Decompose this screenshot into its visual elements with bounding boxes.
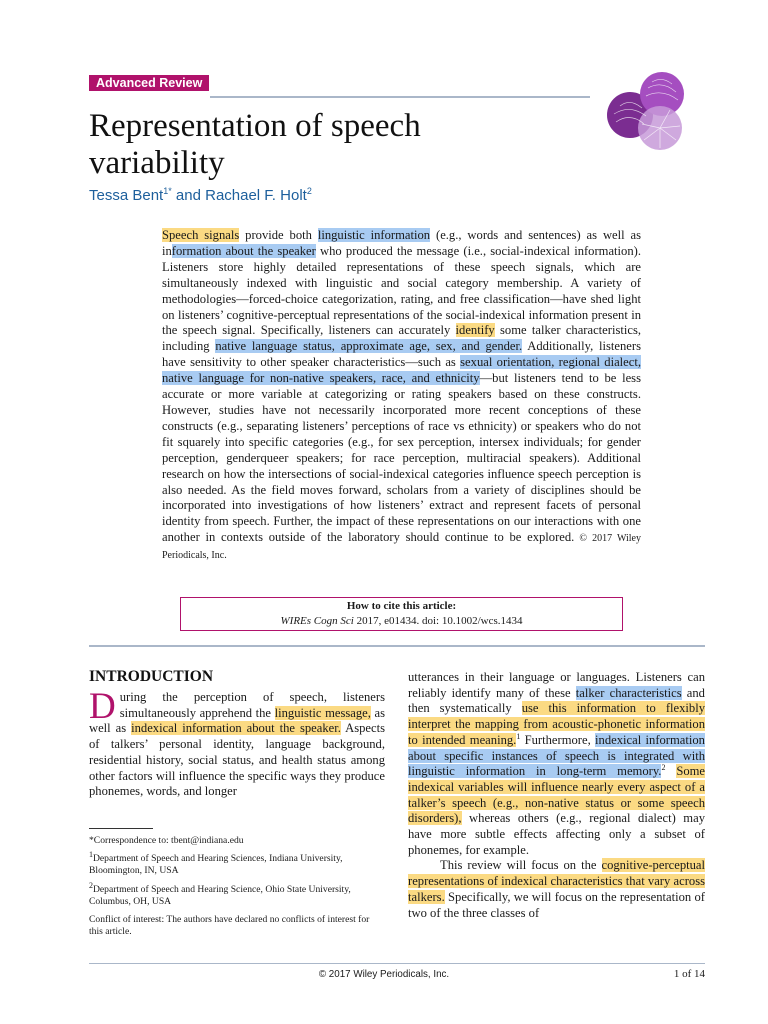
body-text: This review will focus on the (440, 858, 602, 873)
highlight-blue: formation about the speaker (171, 243, 316, 258)
affiliation-2 (89, 880, 385, 908)
highlight-yellow: Some indexical variables will influence nearly every aspect of a talker’s speech (e.g., non-native status or some speech disorders), (408, 764, 705, 826)
highlight-blue: linguistic information (317, 228, 431, 242)
footer-copyright: © 2017 Wiley Periodicals, Inc. (318, 969, 450, 980)
abstract-text: who produced the message (i.e., social-indexical information). Listeners store highly detailed representations of these speech signals, which are simultaneously indexed with linguistic and social category membership. A variety of methodologies—forced-choice categorization, rating, and free classification—have shed light on listeners’ cognitive-perceptual representations of the social-indexical information present in the speech signal. Specifically, listeners can accurately (162, 243, 641, 338)
abstract-text: provide both (239, 228, 318, 242)
intro-paragraph-left (89, 686, 386, 800)
section-rule (89, 645, 705, 647)
body-text: Furthermore, (520, 732, 596, 747)
wires-logo-icon (604, 66, 694, 156)
highlight-yellow: Speech signals (162, 228, 240, 242)
page-number: 1 of 14 (673, 968, 705, 980)
author-name[interactable]: Tessa Bent (89, 187, 164, 204)
footnote-rule (89, 828, 153, 829)
intro-paragraph (408, 670, 705, 858)
highlight-yellow: indexical information about the speaker. (131, 721, 341, 736)
body-text: Specifically, we will focus on the representation of two of the three classes of (408, 889, 705, 920)
footer-rule (89, 963, 705, 964)
author-line (89, 187, 312, 204)
section-heading-introduction: INTRODUCTION (89, 668, 214, 685)
article-type-tag: Advanced Review (89, 75, 209, 91)
author-conjunction: and (171, 187, 206, 204)
highlight-blue: talker characteristics (575, 685, 682, 700)
intro-paragraph (408, 858, 705, 921)
highlight-yellow: cognitive-perceptual representations of indexical characteristics that vary across talkers. (408, 858, 705, 904)
affiliation-1 (89, 850, 385, 877)
body-text: whereas others (e.g., regional dialect) may have more subtle effects affecting only a subset of phonemes, for example. (408, 811, 705, 857)
correspondence-note[interactable]: *Correspondence to: tbent@indiana.edu (89, 835, 244, 846)
abstract-text: Additionally, listeners have sensitivity to other speaker characteristics—such as (162, 339, 641, 370)
highlight-blue: native language status, approximate age, sex, and gender. (215, 339, 523, 354)
citation-box (180, 597, 623, 631)
abstract-text: —but listeners tend to be less accurate or more variable at categorizing or rating speakers based on these constructs. However, studies have not necessarily incorporated more recent conceptions of these constructs (e.g., separating listeners’ perceptions of race vs ethnicity) or speakers who do not fit squarely into specific categories (e.g., for sex perception, intersex individuals; for gender perception, genderqueer speakers; for race perception, multiracial speakers). Additional research on how the intersections of social-indexical categories influence speech perception is also needed. As the field moves forward, scholars from a variety of disciplines should be incorporated into investigations of how listeners’ extract and represent facets of personal identity from speech. Further, the impact of these representations on our interactions with one another in contexts outside of the laboratory should continue to be explored. (162, 371, 641, 545)
citation-text (181, 614, 622, 629)
body-text: uring the perception of speech, listeners simultaneously apprehend the (119, 690, 385, 720)
body-text: as well as (89, 705, 386, 736)
affiliation-mark: 1 (89, 850, 93, 860)
highlight-yellow: use this information to flexibly interpret the mapping from acoustic-phonetic information to intended meaning. (408, 701, 705, 747)
article-title: Representation of speech variability (89, 108, 421, 181)
highlight-blue: indexical information about specific instances of speech (408, 732, 705, 763)
reference-mark[interactable]: 2 (661, 763, 666, 773)
citation-details[interactable]: 2017, e01434. doi: 10.1002/wcs.1434 (353, 615, 523, 627)
abstract (162, 228, 641, 564)
reference-mark[interactable]: 1 (516, 731, 521, 741)
body-text: Aspects of talkers’ personal identity, language background, residential history, social status, and health status among other factors will influence the specific ways they produce phonemes, words, and longer (89, 721, 385, 799)
citation-heading: How to cite this article: (346, 600, 457, 612)
abstract-copyright: © 2017 Wiley Periodicals, Inc. (162, 533, 641, 562)
affiliation-text: Department of Speech and Hearing Sciences, Indiana University, Bloomington, IN, USA (89, 853, 343, 877)
drop-cap: D (89, 686, 116, 727)
highlight-yellow: identify (455, 323, 495, 338)
author-name[interactable]: Rachael F. Holt (205, 187, 307, 204)
body-text (665, 764, 676, 778)
highlight-blue: is integrated with linguistic information in long-term memory. (408, 748, 705, 779)
affiliation-mark: 2 (89, 880, 93, 890)
highlight-blue: sexual orientation, regional dialect, native language for non-native speakers, race, and ethnicity (162, 355, 641, 386)
author-affiliation-mark: 2 (306, 186, 312, 196)
conflict-of-interest-note: Conflict of interest: The authors have declared no conflicts of interest for this article. (89, 914, 370, 938)
body-text: and then systematically (408, 685, 705, 716)
body-text: utterances in their language or languages. Listeners can reliably identify many of these (408, 670, 705, 700)
footnotes (89, 835, 385, 944)
citation-journal: WIREs Cogn Sci (280, 615, 354, 627)
intro-column-right (408, 670, 705, 921)
highlight-yellow: linguistic message, (274, 705, 371, 720)
abstract-text: some talker characteristics, including (162, 323, 641, 354)
header-rule (210, 96, 590, 98)
abstract-text: (e.g., words and sentences) as well as in (162, 228, 642, 258)
affiliation-text: Department of Speech and Hearing Science, Ohio State University, Columbus, OH, USA (89, 883, 351, 907)
author-affiliation-mark: 1* (163, 186, 172, 196)
